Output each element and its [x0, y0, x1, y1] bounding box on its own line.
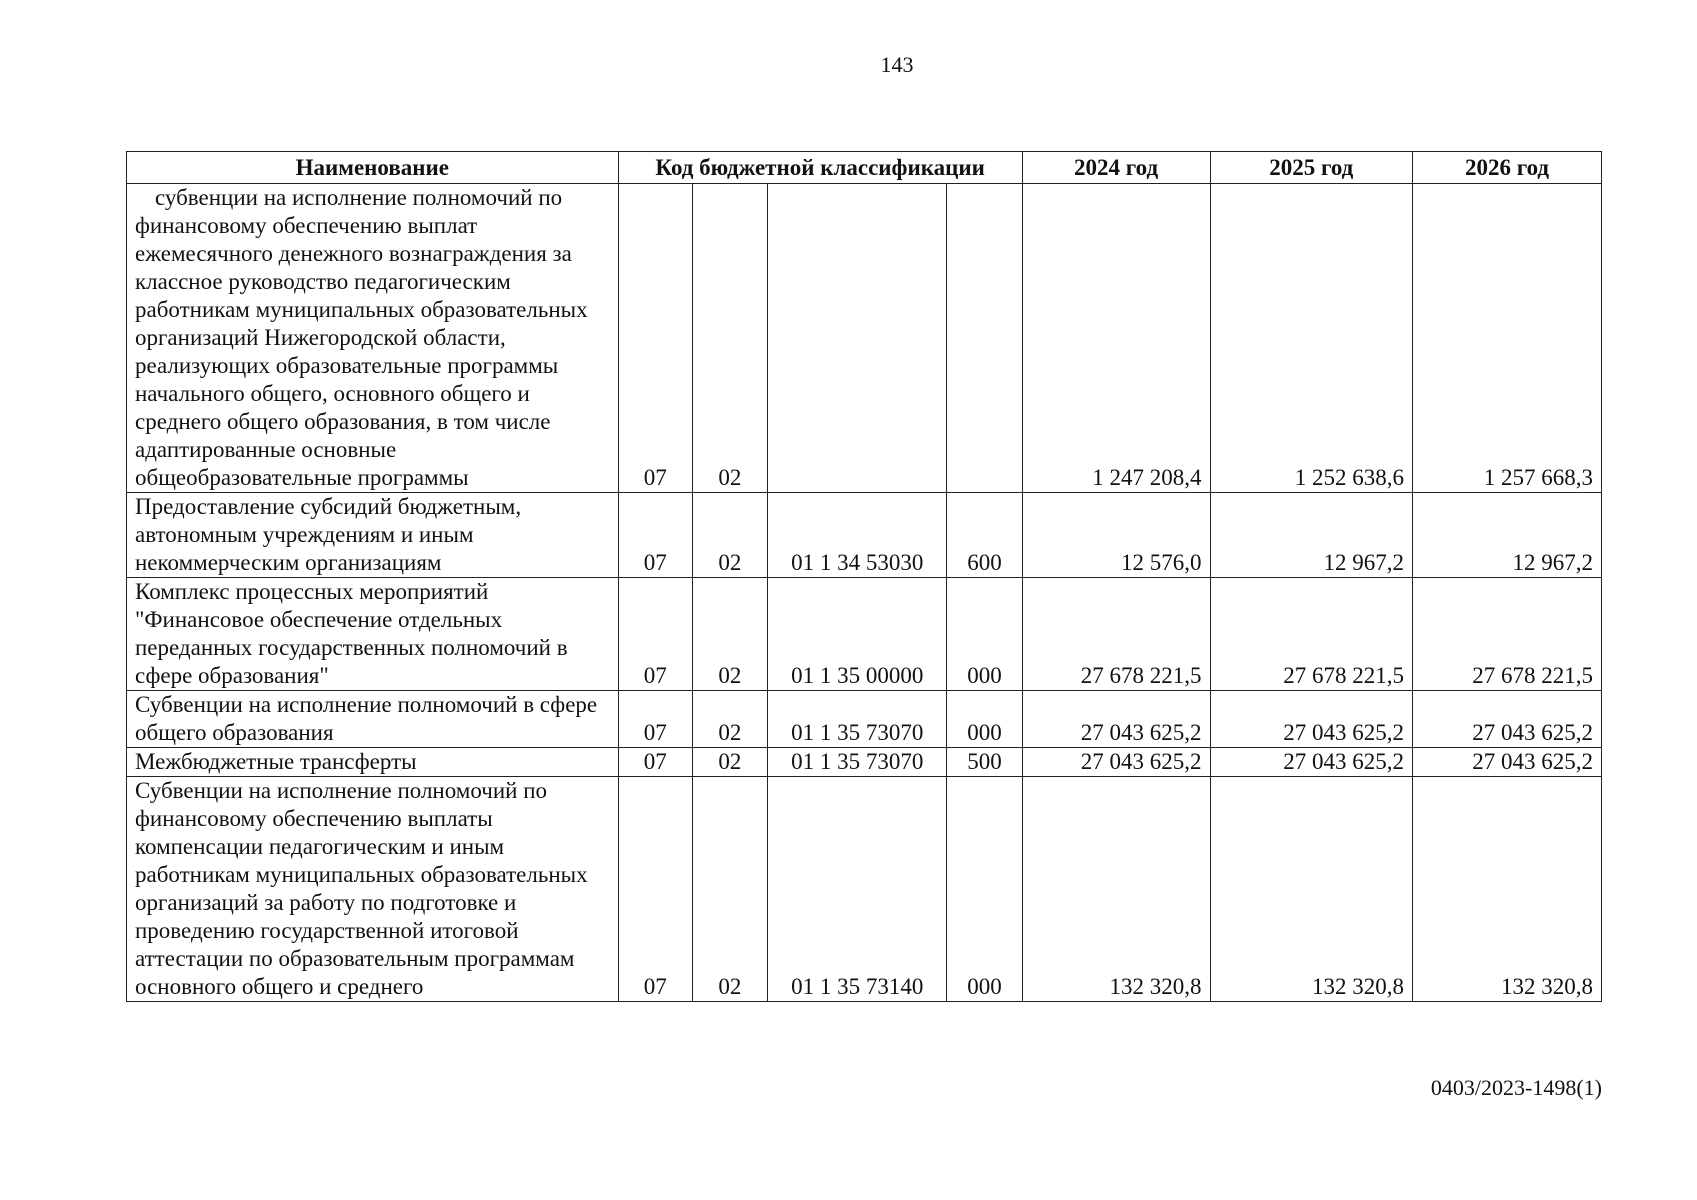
row-amount-2026: 1 257 668,3	[1413, 184, 1602, 493]
row-target-article-code: 01 1 35 73070	[767, 748, 947, 777]
row-name	[127, 184, 619, 493]
row-expense-type-code: 000	[947, 777, 1022, 1002]
table-row	[127, 748, 1602, 777]
header-year-2026: 2026 год	[1413, 152, 1602, 184]
row-amount-2025: 27 043 625,2	[1210, 691, 1413, 748]
row-subsection-code: 02	[692, 578, 767, 691]
row-amount-2024: 12 576,0	[1022, 493, 1210, 578]
row-name: Предоставление субсидий бюджетным, автономным учреждениям и иным некоммерческим организациям	[127, 493, 619, 578]
row-name-text: субвенции на исполнение полномочий по финансовому обеспечению выплат ежемесячного денежного вознаграждения за классное руководство педагогическим работникам муниципальных образовательных организаций Нижегородской области, реализующих образовательные программы начального общего, основного общего и среднего общего образования, в том числе адаптированные основные общеобразовательные программы	[135, 185, 588, 490]
row-amount-2024: 27 043 625,2	[1022, 748, 1210, 777]
row-amount-2024: 27 043 625,2	[1022, 691, 1210, 748]
document-registration-code: 0403/2023-1498(1)	[1430, 1075, 1602, 1100]
row-amount-2024: 27 678 221,5	[1022, 578, 1210, 691]
row-expense-type-code: 600	[947, 493, 1022, 578]
header-name: Наименование	[127, 152, 619, 184]
row-amount-2025: 132 320,8	[1210, 777, 1413, 1002]
row-amount-2026: 27 678 221,5	[1413, 578, 1602, 691]
row-expense-type-code: 000	[947, 578, 1022, 691]
row-section-code: 07	[618, 777, 692, 1002]
row-section-code: 07	[618, 578, 692, 691]
table-row	[127, 578, 1602, 691]
row-expense-type-code: 000	[947, 691, 1022, 748]
table-row	[127, 777, 1602, 1002]
row-subsection-code: 02	[692, 777, 767, 1002]
row-target-article-code: 01 1 35 73140	[767, 777, 947, 1002]
row-name: Комплекс процессных мероприятий "Финансовое обеспечение отдельных переданных государственных полномочий в сфере образования"	[127, 578, 619, 691]
table-row	[127, 493, 1602, 578]
row-amount-2024: 1 247 208,4	[1022, 184, 1210, 493]
row-section-code: 07	[618, 748, 692, 777]
row-amount-2026: 132 320,8	[1413, 777, 1602, 1002]
header-budget-code: Код бюджетной классификации	[618, 152, 1022, 184]
row-expense-type-code	[947, 184, 1022, 493]
row-target-article-code: 01 1 34 53030	[767, 493, 947, 578]
row-expense-type-code: 500	[947, 748, 1022, 777]
row-subsection-code: 02	[692, 691, 767, 748]
row-target-article-code: 01 1 35 00000	[767, 578, 947, 691]
row-name: Межбюджетные трансферты	[127, 748, 619, 777]
row-section-code: 07	[618, 184, 692, 493]
row-subsection-code: 02	[692, 493, 767, 578]
row-amount-2025: 27 678 221,5	[1210, 578, 1413, 691]
row-target-article-code	[767, 184, 947, 493]
row-target-article-code: 01 1 35 73070	[767, 691, 947, 748]
row-amount-2025: 27 043 625,2	[1210, 748, 1413, 777]
row-subsection-code: 02	[692, 184, 767, 493]
table-header	[127, 152, 1602, 184]
row-amount-2026: 27 043 625,2	[1413, 691, 1602, 748]
row-amount-2026: 12 967,2	[1413, 493, 1602, 578]
header-year-2025: 2025 год	[1210, 152, 1413, 184]
row-section-code: 07	[618, 691, 692, 748]
row-amount-2025: 1 252 638,6	[1210, 184, 1413, 493]
row-name: Субвенции на исполнение полномочий по финансовому обеспечению выплаты компенсации педагогическим и иным работникам муниципальных образовательных организаций за работу по подготовке и проведению государственной итоговой аттестации по образовательным программам основного общего и среднего	[127, 777, 619, 1002]
page-number: 143	[880, 52, 914, 77]
row-section-code: 07	[618, 493, 692, 578]
row-amount-2024: 132 320,8	[1022, 777, 1210, 1002]
row-name: Субвенции на исполнение полномочий в сфере общего образования	[127, 691, 619, 748]
budget-table	[126, 151, 1602, 1002]
row-amount-2025: 12 967,2	[1210, 493, 1413, 578]
table-row	[127, 691, 1602, 748]
row-subsection-code: 02	[692, 748, 767, 777]
table-body	[127, 184, 1602, 1002]
table-row	[127, 184, 1602, 493]
row-amount-2026: 27 043 625,2	[1413, 748, 1602, 777]
header-year-2024: 2024 год	[1022, 152, 1210, 184]
